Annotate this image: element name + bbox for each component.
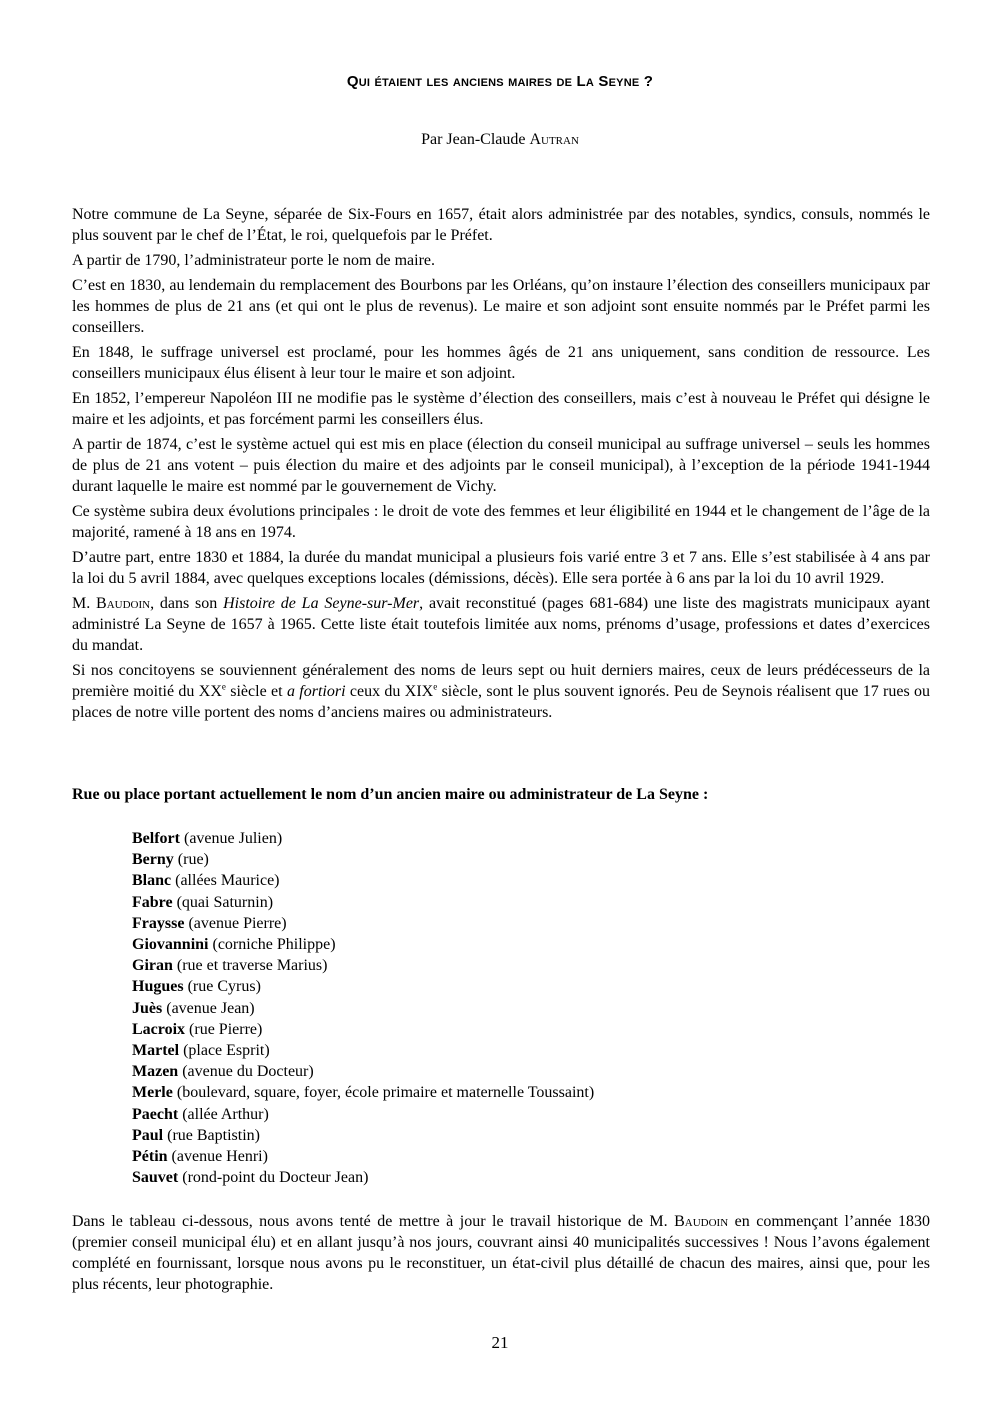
street-detail: (avenue Pierre) [184, 914, 287, 932]
street-item [132, 1125, 594, 1146]
street-item [132, 976, 594, 997]
street-mayor-name: Merle [132, 1084, 173, 1102]
street-mayor-name: Paul [132, 1126, 164, 1144]
street-detail: (rond-point du Docteur Jean) [178, 1169, 369, 1187]
street-item [132, 1146, 594, 1167]
text-run: siècle, sont le plus souvent ignorés. Peu de Seynois réalisent que 17 rues ou places de notre ville portent des noms d’anciens maires ou administrateurs. [72, 683, 931, 721]
article-title: Qui étaient les anciens maires de La Seyne ? [346, 73, 654, 90]
author-surname: Autran [529, 131, 579, 148]
paragraph: En 1852, l’empereur Napoléon III ne modifie pas le système d’élection des conseillers, mais c’est à nouveau le Préfet qui désigne le maire et les adjoints, et pas forcément parmi les conseillers élus. [72, 390, 930, 428]
street-detail: (avenue Henri) [167, 1148, 268, 1166]
street-detail: (avenue du Docteur) [178, 1063, 314, 1081]
street-detail: (boulevard, square, foyer, école primaire et maternelle Toussaint) [172, 1084, 595, 1102]
paragraph-citizens [72, 660, 930, 723]
street-item [132, 892, 594, 913]
surname-baudoin: Baudoin [674, 1213, 729, 1230]
street-mayor-name: Fabre [132, 893, 173, 911]
paragraph: En 1848, le suffrage universel est proclamé, pour les hommes âgés de 21 ans uniquement, sans condition de ressource. Les conseillers municipaux élus élisent à leur tour le maire et son adjoint. [72, 344, 930, 382]
street-detail: (quai Saturnin) [172, 893, 274, 911]
street-mayor-name: Giovannini [132, 936, 209, 954]
street-detail: (rue Baptistin) [163, 1126, 260, 1144]
street-mayor-name: Berny [132, 851, 174, 869]
street-item [132, 1061, 594, 1082]
street-mayor-name: Sauvet [132, 1169, 179, 1187]
street-item [132, 913, 594, 934]
street-mayor-name: Hugues [132, 978, 184, 996]
text-run: , avait reconstitué (pages 681-684) une liste des magistrats municipaux ayant administré La Seyne de 1657 à 1965. Cette liste était toutefois limitée aux noms, prénoms d’usage, professions et dates d’exercices du mandat. [72, 595, 931, 654]
street-item [132, 828, 594, 849]
paragraph-baudoin [72, 593, 930, 656]
text-run: M. [72, 595, 97, 612]
streets-heading: Rue ou place portant actuellement le nom d’un ancien maire ou administrateur de La Seyne : [72, 786, 709, 803]
streets-list [132, 828, 594, 1188]
paragraph: A partir de 1874, c’est le système actuel qui est mis en place (élection du conseil municipal au suffrage universel – seuls les hommes de plus de 21 ans votent – puis élection du maire et des adjoints par le conseil municipal), à l’exception de la période 1941-1944 durant laquelle le maire est nommé par le gouvernement de Vichy. [72, 436, 930, 495]
paragraph: D’autre part, entre 1830 et 1884, la durée du mandat municipal a plusieurs fois varié entre 3 et 7 ans. Elle s’est stabilisée à 4 ans par la loi du 5 avril 1884, avec quelques exceptions locales (démissions, décès). Elle sera portée à 6 ans par la loi du 10 avril 1929. [72, 549, 930, 587]
street-item [132, 849, 594, 870]
street-item [132, 1040, 594, 1061]
street-detail: (rue) [173, 851, 209, 869]
street-detail: (place Esprit) [179, 1042, 270, 1060]
street-item [132, 998, 594, 1019]
street-item [132, 1167, 594, 1188]
paragraph: Ce système subira deux évolutions principales : le droit de vote des femmes et leur éligibilité en 1944 et le changement de l’âge de la majorité, ramené à 18 ans en 1974. [72, 503, 930, 541]
street-mayor-name: Fraysse [132, 914, 185, 932]
street-detail: (corniche Philippe) [208, 936, 336, 954]
street-mayor-name: Belfort [132, 830, 180, 847]
street-mayor-name: Paecht [132, 1105, 179, 1123]
street-mayor-name: Mazen [132, 1063, 179, 1081]
street-detail: (rue et traverse Marius) [172, 957, 328, 975]
street-mayor-name: Juès [132, 999, 163, 1017]
street-item [132, 870, 594, 891]
closing-paragraph [72, 1211, 930, 1295]
street-detail: (avenue Jean) [162, 999, 255, 1017]
author-prefix: Par Jean-Claude [421, 131, 530, 148]
text-run: ceux du XIX [345, 683, 434, 700]
street-mayor-name: Blanc [132, 872, 172, 890]
text-run: Si nos concitoyens se souviennent généralement des noms de leurs sept ou huit derniers maires, ceux de leurs prédécesseurs de la première moitié du XX [72, 662, 930, 700]
superscript: e [221, 681, 226, 692]
street-item [132, 934, 594, 955]
street-item [132, 1104, 594, 1125]
text-run: , dans son [150, 595, 224, 612]
text-run: en commençant l’année 1830 (premier conseil municipal élu) et en allant jusqu’à nos jours, couvrant ainsi 40 municipalités successives ! Nous l’avons également complété en fournissant, lorsque nous avons pu le reconstituer, un état-civil plus détaillé de chacun des maires, ainsi que, pour les plus récents, leur photographie. [72, 1213, 930, 1293]
street-mayor-name: Lacroix [132, 1020, 186, 1038]
text-run: siècle et [225, 683, 287, 700]
superscript: e [433, 681, 438, 692]
italic-phrase: a fortiori [286, 683, 346, 700]
article-body [72, 204, 930, 727]
text-run: Dans le tableau ci-dessous, nous avons tenté de mettre à jour le travail historique de M. [72, 1213, 675, 1230]
street-detail: (avenue Julien) [179, 830, 283, 847]
street-detail: (allées Maurice) [171, 872, 280, 890]
street-item [132, 1082, 594, 1103]
street-detail: (allée Arthur) [178, 1105, 269, 1123]
page-number: 21 [491, 1333, 509, 1352]
paragraph: A partir de 1790, l’administrateur porte le nom de maire. [72, 252, 435, 269]
surname-baudoin: Baudoin [96, 595, 151, 612]
street-item [132, 1019, 594, 1040]
street-mayor-name: Martel [132, 1042, 180, 1060]
street-detail: (rue Pierre) [185, 1020, 263, 1038]
paragraph: Notre commune de La Seyne, séparée de Six-Fours en 1657, était alors administrée par des notables, syndics, consuls, nommés le plus souvent par le chef de l’État, le roi, quelquefois par le Préfet. [72, 206, 930, 244]
paragraph: C’est en 1830, au lendemain du remplacement des Bourbons par les Orléans, qu’on instaure l’élection des conseillers municipaux par les hommes de plus de 21 ans (et qui ont le plus de revenus). Le maire et son adjoint sont ensuite nommés par le Préfet parmi les conseillers. [72, 277, 930, 336]
author-line [0, 131, 1000, 149]
street-item [132, 955, 594, 976]
street-detail: (rue Cyrus) [183, 978, 261, 996]
street-mayor-name: Pétin [132, 1148, 168, 1166]
book-title: Histoire de La Seyne-sur-Mer [223, 595, 420, 612]
street-mayor-name: Giran [132, 957, 173, 975]
